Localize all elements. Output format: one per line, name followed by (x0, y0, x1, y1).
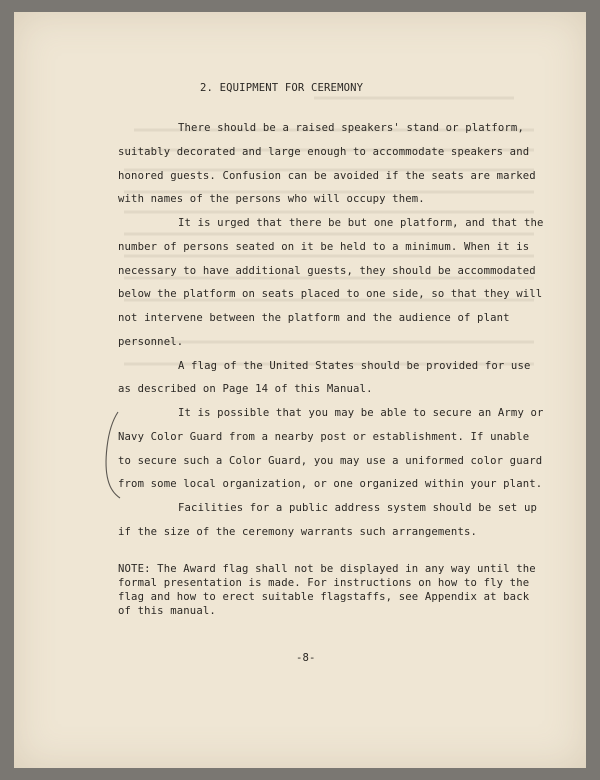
paragraph-line: number of persons seated on it be held to a minimum. When it is (118, 241, 530, 253)
paragraph-line: necessary to have additional guests, they should be accommodated (118, 265, 536, 277)
paragraph-line: from some local organization, or one organized within your plant. (118, 478, 543, 490)
paragraph-line: not intervene between the platform and the audience of plant (118, 312, 510, 324)
paragraph-line: suitably decorated and large enough to accommodate speakers and (118, 146, 530, 158)
paragraph-line: Facilities for a public address system should be set up (178, 502, 538, 514)
section-heading: 2. EQUIPMENT FOR CEREMONY (200, 82, 364, 94)
paragraph-line: It is urged that there be but one platform, and that the (178, 217, 544, 229)
paragraph-line: with names of the persons who will occupy them. (118, 193, 425, 205)
note-line: NOTE: The Award flag shall not be displayed in any way until the (118, 563, 536, 575)
paragraph-line: A flag of the United States should be provided for use (178, 360, 531, 372)
paragraph-line: to secure such a Color Guard, you may use a uniformed color guard (118, 455, 543, 467)
paragraph-line: personnel. (118, 336, 184, 348)
note-line: formal presentation is made. For instructions on how to fly the (118, 577, 530, 589)
paragraph-line: if the size of the ceremony warrants such arrangements. (118, 526, 478, 538)
note-line: flag and how to erect suitable flagstaffs, see Appendix at back (118, 591, 530, 603)
note-line: of this manual. (118, 605, 216, 617)
document-page (14, 12, 586, 768)
paragraph-line: honored guests. Confusion can be avoided if the seats are marked (118, 170, 536, 182)
margin-bracket-mark (102, 410, 122, 500)
page-number: -8- (296, 652, 316, 664)
paragraph-line: It is possible that you may be able to secure an Army or (178, 407, 544, 419)
paragraph-line: below the platform on seats placed to one side, so that they will (118, 288, 543, 300)
paragraph-line: Navy Color Guard from a nearby post or establishment. If unable (118, 431, 530, 443)
paragraph-line: as described on Page 14 of this Manual. (118, 383, 373, 395)
paragraph-line: There should be a raised speakers' stand or platform, (178, 122, 524, 134)
